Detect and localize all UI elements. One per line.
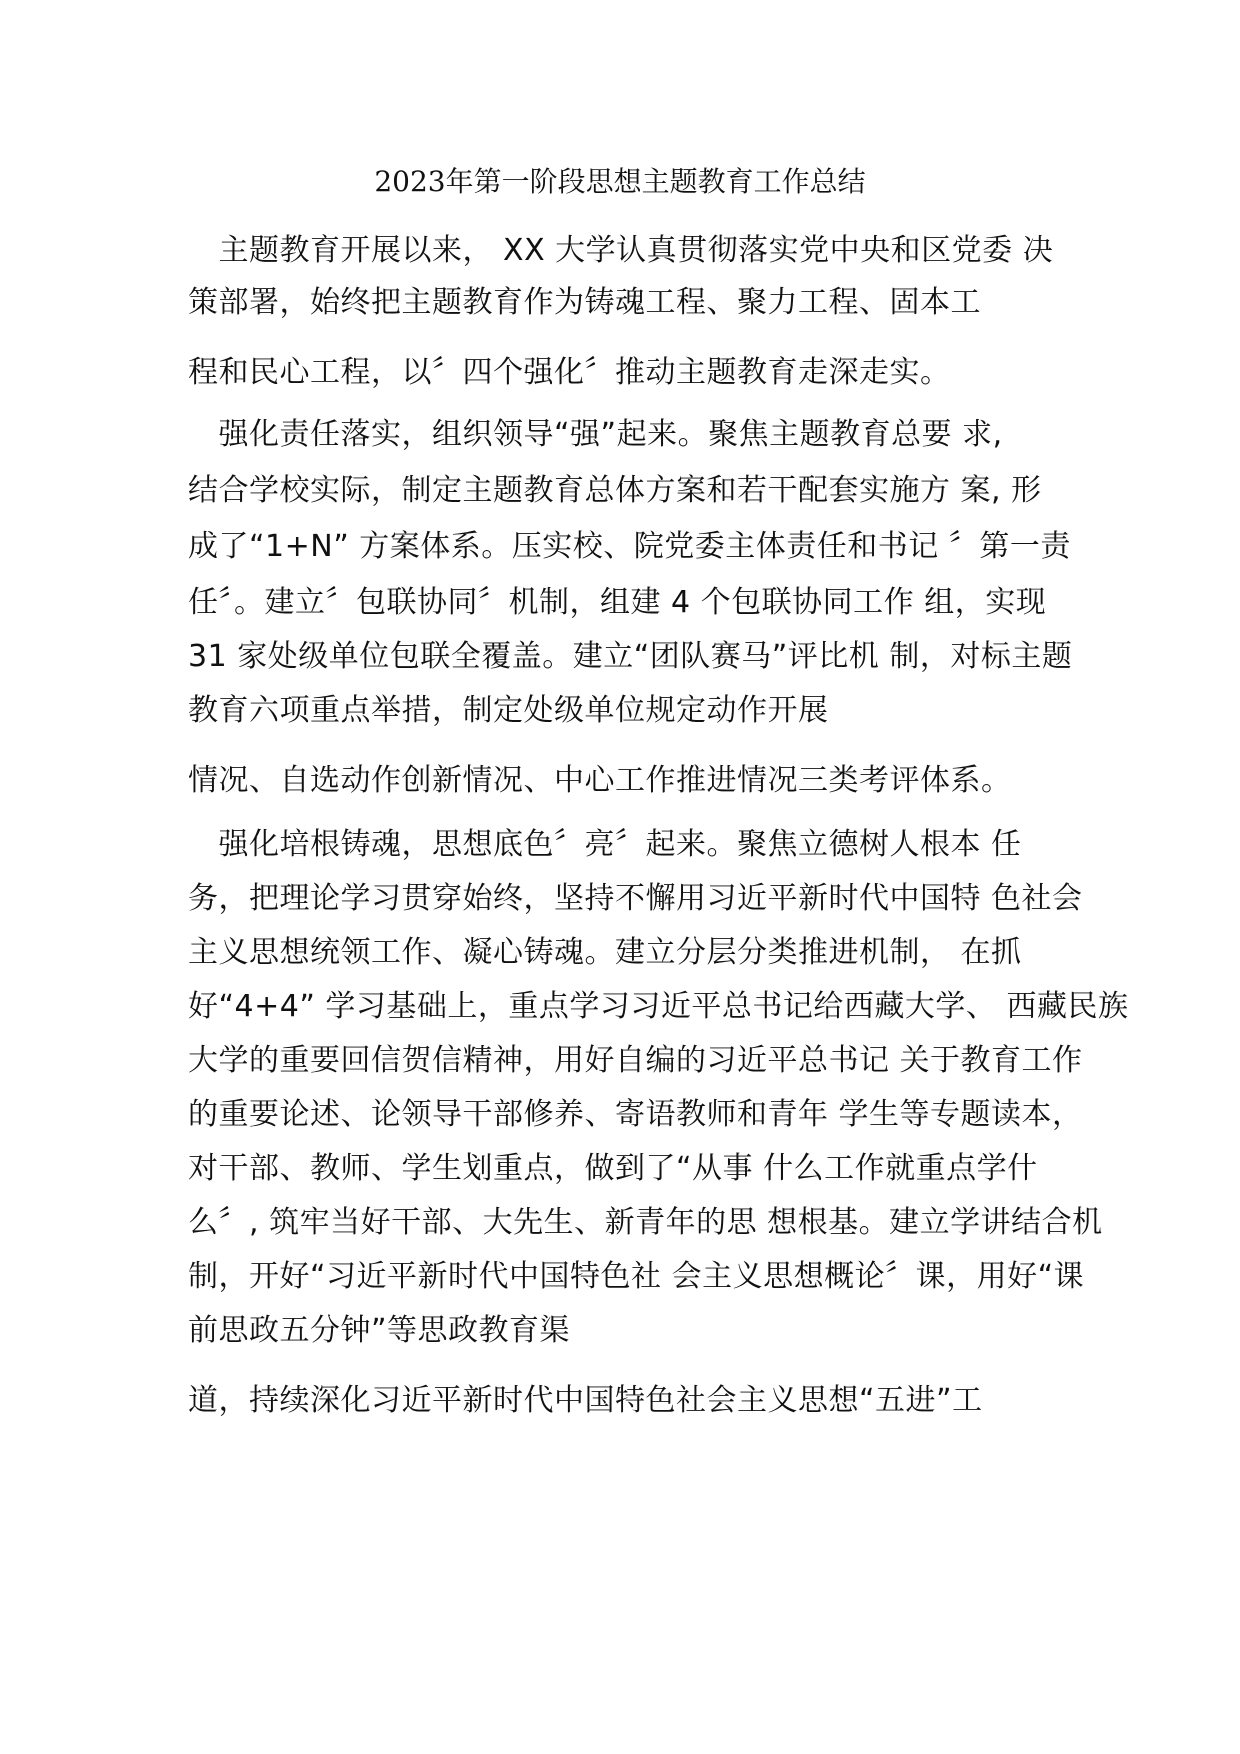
paragraph-line: 制，开好“习近平新时代中国特色社 会主义思想概论〞课，用好“课 [188,1259,1085,1294]
paragraph-line: 道，持续深化习近平新时代中国特色社会主义思想“五进”工 [188,1383,983,1418]
paragraph-line: 强化责任落实，组织领导“强”起来。聚焦主题教育总要 求, [188,417,1003,452]
paragraph-line: 强化培根铸魂，思想底色〞亮〞起来。聚焦立德树人根本 任 [188,827,1022,862]
paragraph-line: 程和民心工程，以〞四个强化〞推动主题教育走深走实。 [188,355,951,390]
paragraph-line: 结合学校实际，制定主题教育总体方案和若干配套实施方 案, 形 [188,473,1042,508]
paragraph-line: 主题教育开展以来， XX 大学认真贯彻落实党中央和区党委 决 [188,233,1054,268]
paragraph-line: 对干部、教师、学生划重点，做到了“从事 什么工作就重点学什 [188,1151,1038,1186]
document-title: 2023年第一阶段思想主题教育工作总结 [374,165,866,198]
paragraph-line: 的重要论述、论领导干部修养、寄语教师和青年 学生等专题读本， [188,1097,1083,1132]
paragraph-line: 务，把理论学习贯穿始终，坚持不懈用习近平新时代中国特 色社会 [188,881,1083,916]
paragraph-line: 策部署，始终把主题教育作为铸魂工程、聚力工程、固本工 [188,285,981,320]
paragraph-line: 好“4+4” 学习基础上，重点学习习近平总书记给西藏大学、 西藏民族 [188,989,1129,1024]
paragraph-line: 么〞, 筑牢当好干部、大先生、新青年的思 想根基。建立学讲结合机 [188,1205,1103,1240]
paragraph-line: 成了“1+N” 方案体系。压实校、院党委主体责任和书记 〞第一责 [188,529,1071,564]
paragraph-line: 任〞。建立〞包联协同〞机制，组建 4 个包联协同工作 组，实现 [188,585,1047,620]
paragraph-line: 情况、自选动作创新情况、中心工作推进情况三类考评体系。 [188,763,1012,798]
paragraph-line: 前思政五分钟”等思政教育渠 [188,1313,571,1348]
paragraph-line: 31 家处级单位包联全覆盖。建立“团队赛马”评比机 制，对标主题 [188,639,1073,674]
paragraph-line: 主义思想统领工作、凝心铸魂。建立分层分类推进机制， 在抓 [188,935,1022,970]
paragraph-line: 教育六项重点举措，制定处级单位规定动作开展 [188,693,829,728]
paragraph-line: 大学的重要回信贺信精神，用好自编的习近平总书记 关于教育工作 [188,1043,1083,1078]
